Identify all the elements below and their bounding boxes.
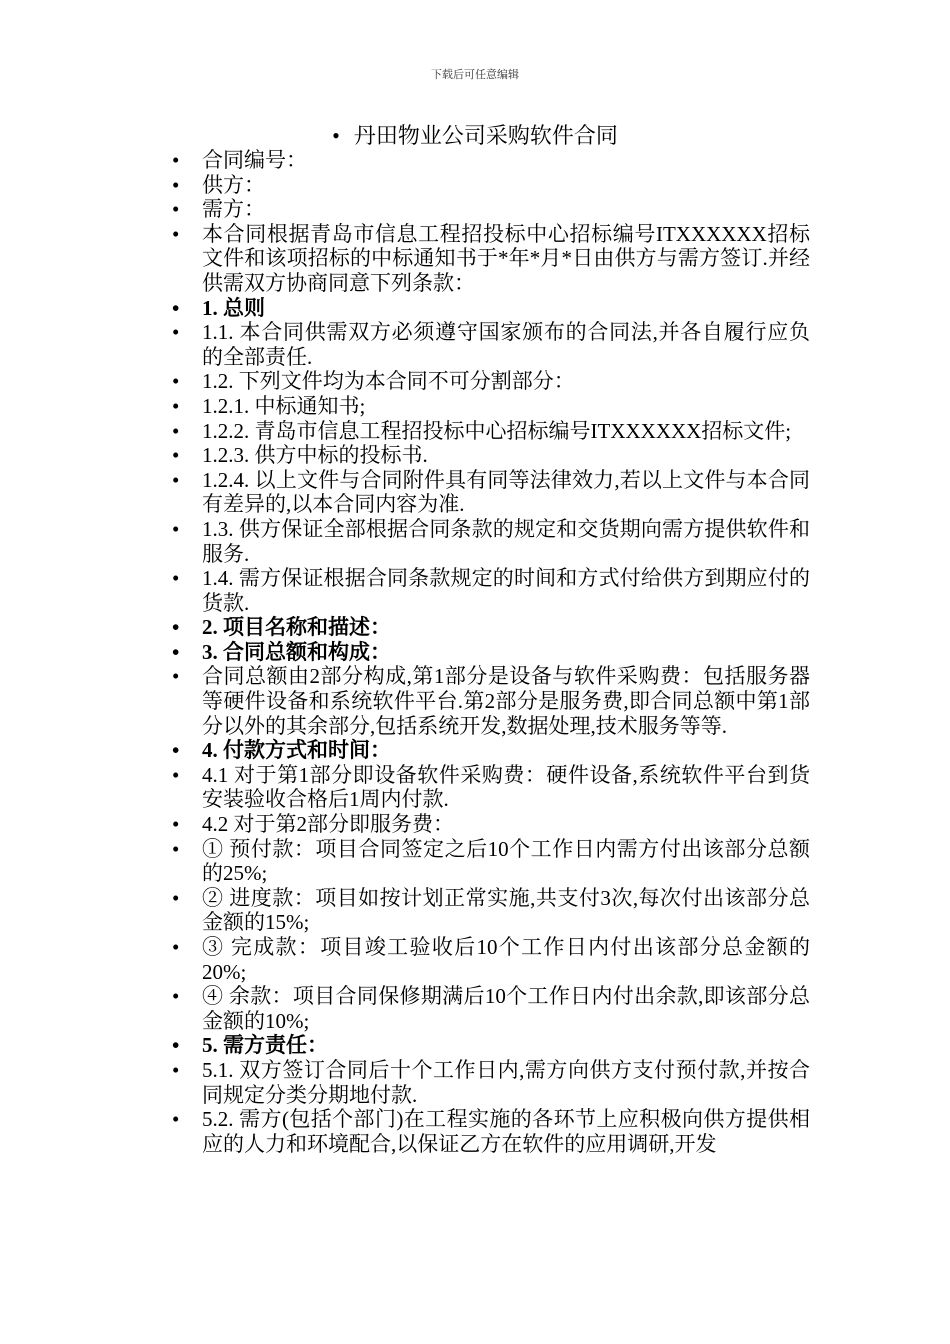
list-item: • 1.3. 供方保证全部根据合同条款的规定和交货期向需方提供软件和服务. <box>170 517 810 566</box>
list-item: • 合同总额由2部分构成,第1部分是设备与软件采购费：包括服务器等硬件设备和系统软件平台.第2部分是服务费,即合同总额中第1部分以外的其余部分,包括系统开发,数据处理,技术服务等等. <box>170 664 810 738</box>
list-item: • 4.2 对于第2部分即服务费： <box>170 812 810 837</box>
list-item: • 1.2.2. 青岛市信息工程招投标中心招标编号ITXXXXXX招标文件; <box>170 419 810 444</box>
bullet-icon: • <box>332 123 340 148</box>
list-item: • 1.2.3. 供方中标的投标书. <box>170 443 810 468</box>
list-item: • ① 预付款：项目合同签定之后10个工作日内需方付出该部分总额的25%; <box>170 837 810 886</box>
list-item: • 合同编号： <box>170 148 810 173</box>
list-item: • 5.1. 双方签订合同后十个工作日内,需方向供方支付预付款,并按合同规定分类分期地付款. <box>170 1058 810 1107</box>
list-item: • 5.2. 需方(包括个部门)在工程实施的各环节上应积极向供方提供相应的人力和环境配合,以保证乙方在软件的应用调研,开发 <box>170 1107 810 1156</box>
list-item: • 5. 需方责任： <box>170 1033 810 1058</box>
list-item: • 1.1. 本合同供需双方必须遵守国家颁布的合同法,并各自履行应负的全部责任. <box>170 320 810 369</box>
document-title <box>0 122 950 150</box>
list-item: • 1.2.4. 以上文件与合同附件具有同等法律效力,若以上文件与本合同有差异的,以本合同内容为准. <box>170 468 810 517</box>
list-item: • ④ 余款：项目合同保修期满后10个工作日内付出余款,即该部分总金额的10%; <box>170 984 810 1033</box>
list-item: • 1.4. 需方保证根据合同条款规定的时间和方式付给供方到期应付的货款. <box>170 566 810 615</box>
list-item: • 供方： <box>170 173 810 198</box>
title-text: 丹田物业公司采购软件合同 <box>353 123 618 148</box>
list-item: • 4.1 对于第1部分即设备软件采购费：硬件设备,系统软件平台到货安装验收合格后1周内付款. <box>170 763 810 812</box>
list-item: • 1.2. 下列文件均为本合同不可分割部分： <box>170 369 810 394</box>
list-item: • ③ 完成款：项目竣工验收后10个工作日内付出该部分总金额的20%; <box>170 935 810 984</box>
list-item: • 1. 总则 <box>170 296 810 321</box>
list-item: • 需方： <box>170 197 810 222</box>
clause-list <box>170 148 810 1156</box>
list-item: • 3. 合同总额和构成： <box>170 640 810 665</box>
header-note: 下载后可任意编辑 <box>431 69 519 81</box>
list-item: • 2. 项目名称和描述： <box>170 615 810 640</box>
list-item: • 4. 付款方式和时间： <box>170 738 810 763</box>
list-item: • ② 进度款：项目如按计划正常实施,共支付3次,每次付出该部分总金额的15%; <box>170 886 810 935</box>
list-item: • 本合同根据青岛市信息工程招投标中心招标编号ITXXXXXX招标文件和该项招标的中标通知书于*年*月*日由供方与需方签订.并经供需双方协商同意下列条款： <box>170 222 810 296</box>
list-item: • 1.2.1. 中标通知书; <box>170 394 810 419</box>
